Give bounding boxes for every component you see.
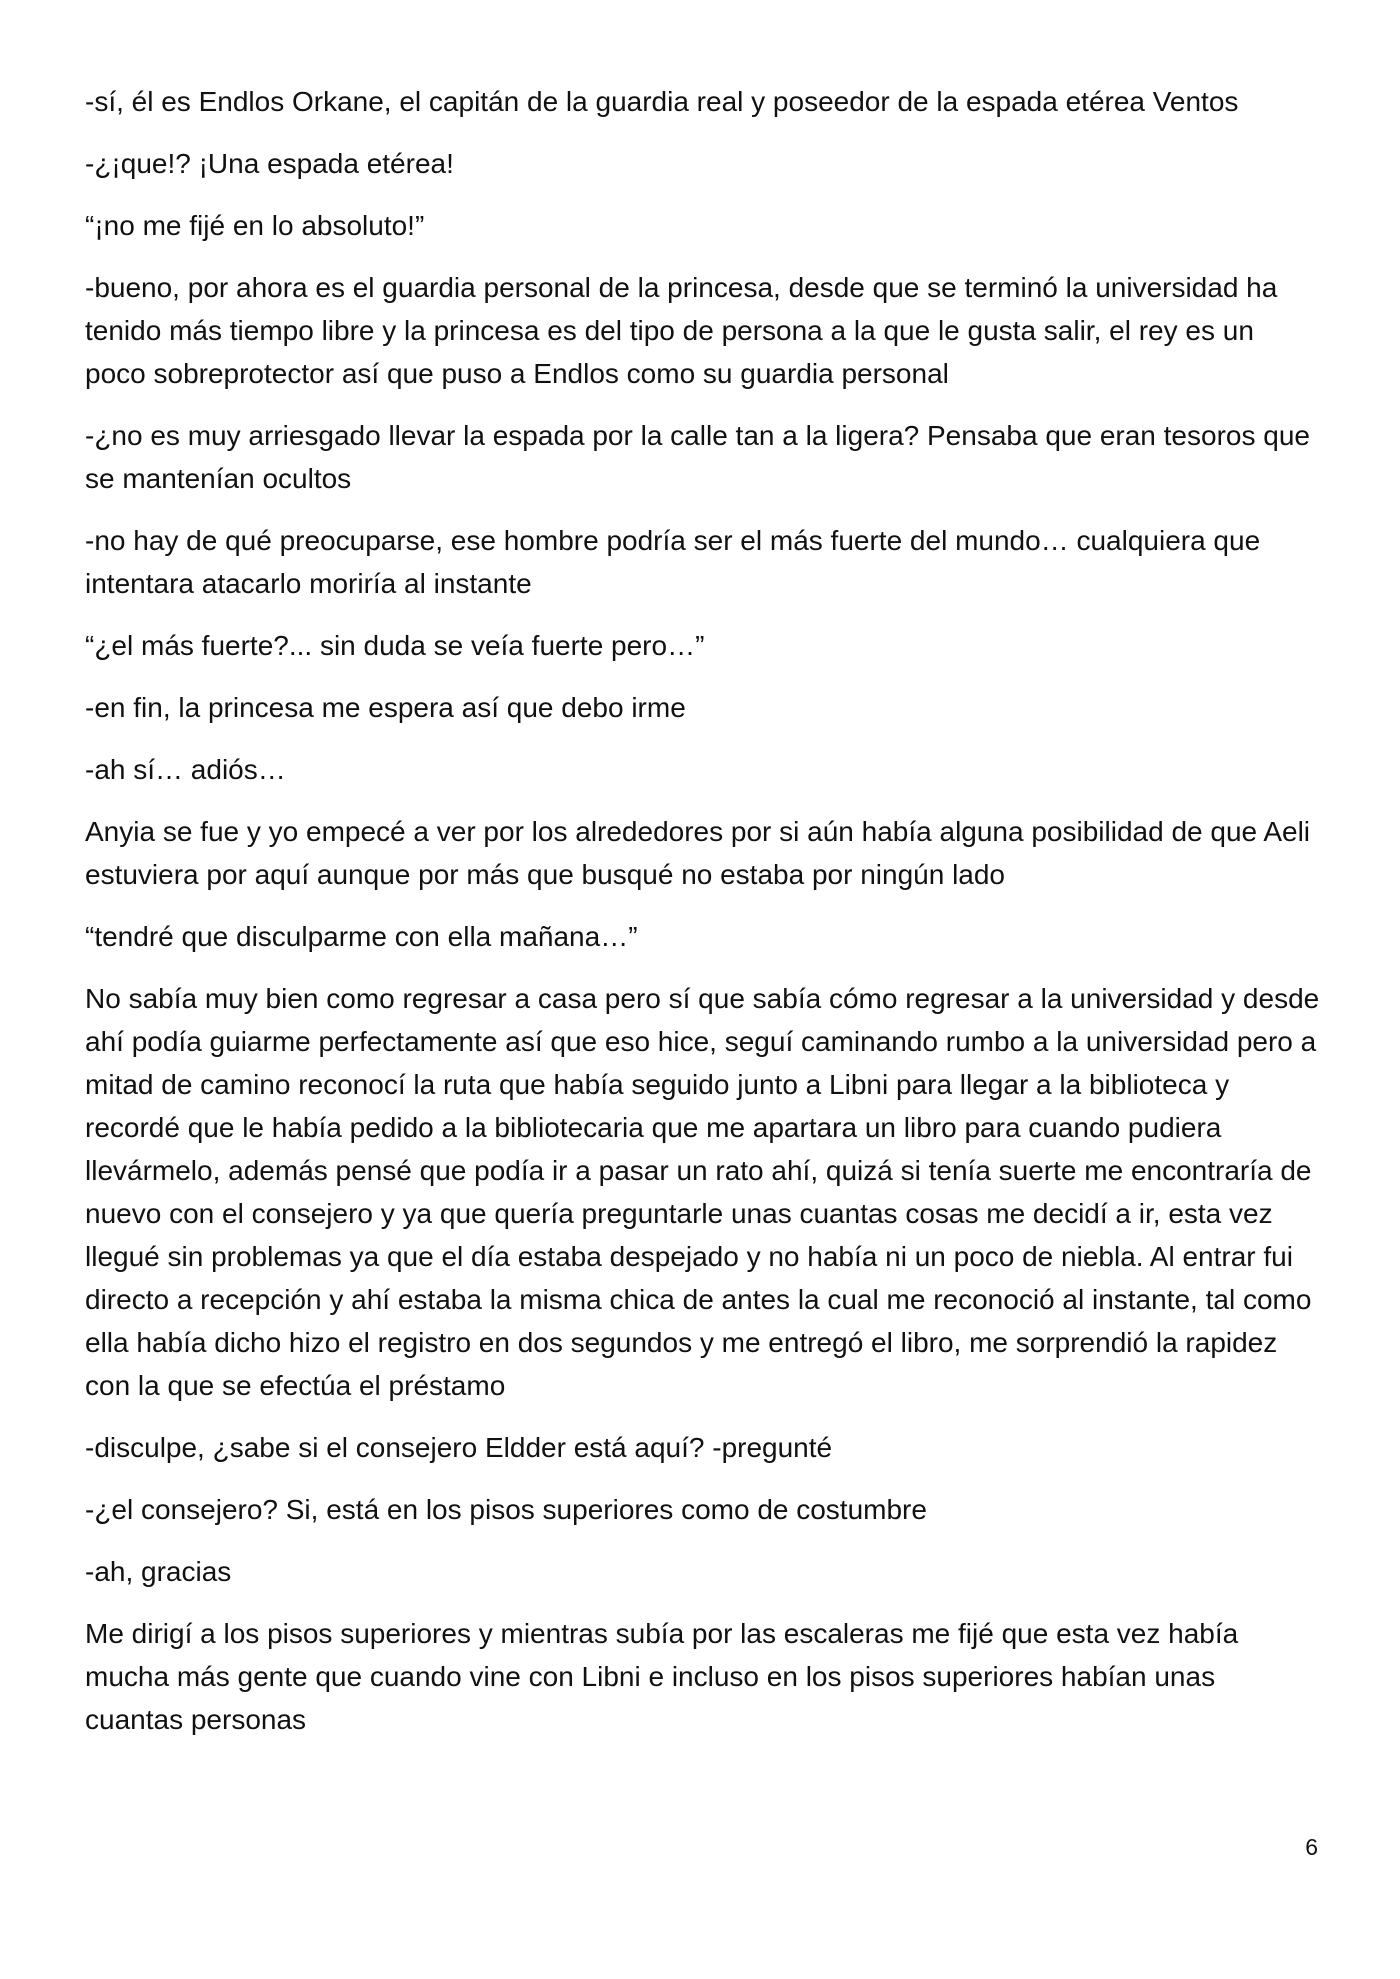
paragraph: -no hay de qué preocuparse, ese hombre podría ser el más fuerte del mundo… cualquiera que intentara atacarlo moriría al instante [85,525,1261,599]
paragraph: -¿el consejero? Si, está en los pisos superiores como de costumbre [85,1494,927,1525]
paragraph: “tendré que disculparme con ella mañana…” [85,921,638,952]
paragraph: “¡no me fijé en lo absoluto!” [85,210,425,241]
paragraph: -sí, él es Endlos Orkane, el capitán de la guardia real y poseedor de la espada etérea Ventos [85,86,1239,117]
paragraph: -disculpe, ¿sabe si el consejero Eldder está aquí? -pregunté [85,1432,833,1463]
paragraph: Me dirigí a los pisos superiores y mientras subía por las escaleras me fijé que esta vez había mucha más gente que cuando vine con Libni e incluso en los pisos superiores habían unas cuantas personas [85,1618,1239,1735]
page-number: 6 [1305,1834,1318,1860]
body-text [85,80,1320,1760]
paragraph: -¿no es muy arriesgado llevar la espada por la calle tan a la ligera? Pensaba que eran tesoros que se mantenían ocultos [85,420,1310,494]
paragraph: -bueno, por ahora es el guardia personal de la princesa, desde que se terminó la universidad ha tenido más tiempo libre y la princesa es del tipo de persona a la que le gusta salir, el rey es un poco sobreprotector así que puso a Endlos como su guardia personal [85,272,1278,389]
paragraph: -ah sí… adiós… [85,754,286,785]
paragraph: No sabía muy bien como regresar a casa pero sí que sabía cómo regresar a la universidad y desde ahí podía guiarme perfectamente así que eso hice, seguí caminando rumbo a la universidad pero a mitad de camino reconocí la ruta que había seguido junto a Libni para llegar a la biblioteca y recordé que le había pedido a la bibliotecaria que me apartara un libro para cuando pudiera llevármelo, además pensé que podía ir a pasar un rato ahí, quizá si tenía suerte me encontraría de nuevo con el consejero y ya que quería preguntarle unas cuantas cosas me decidí a ir, esta vez llegué sin problemas ya que el día estaba despejado y no había ni un poco de niebla. Al entrar fui directo a recepción y ahí estaba la misma chica de antes la cual me reconoció al instante, tal como ella había dicho hizo el registro en dos segundos y me entregó el libro, me sorprendió la rapidez con la que se efectúa el préstamo [85,983,1320,1401]
paragraph: -en fin, la princesa me espera así que debo irme [85,692,686,723]
paragraph: Anyia se fue y yo empecé a ver por los alrededores por si aún había alguna posibilidad de que Aeli estuviera por aquí aunque por más que busqué no estaba por ningún lado [85,816,1311,890]
paragraph: -ah, gracias [85,1556,232,1587]
paragraph: “¿el más fuerte?... sin duda se veía fuerte pero…” [85,630,705,661]
paragraph: -¿¡que!? ¡Una espada etérea! [85,148,454,179]
